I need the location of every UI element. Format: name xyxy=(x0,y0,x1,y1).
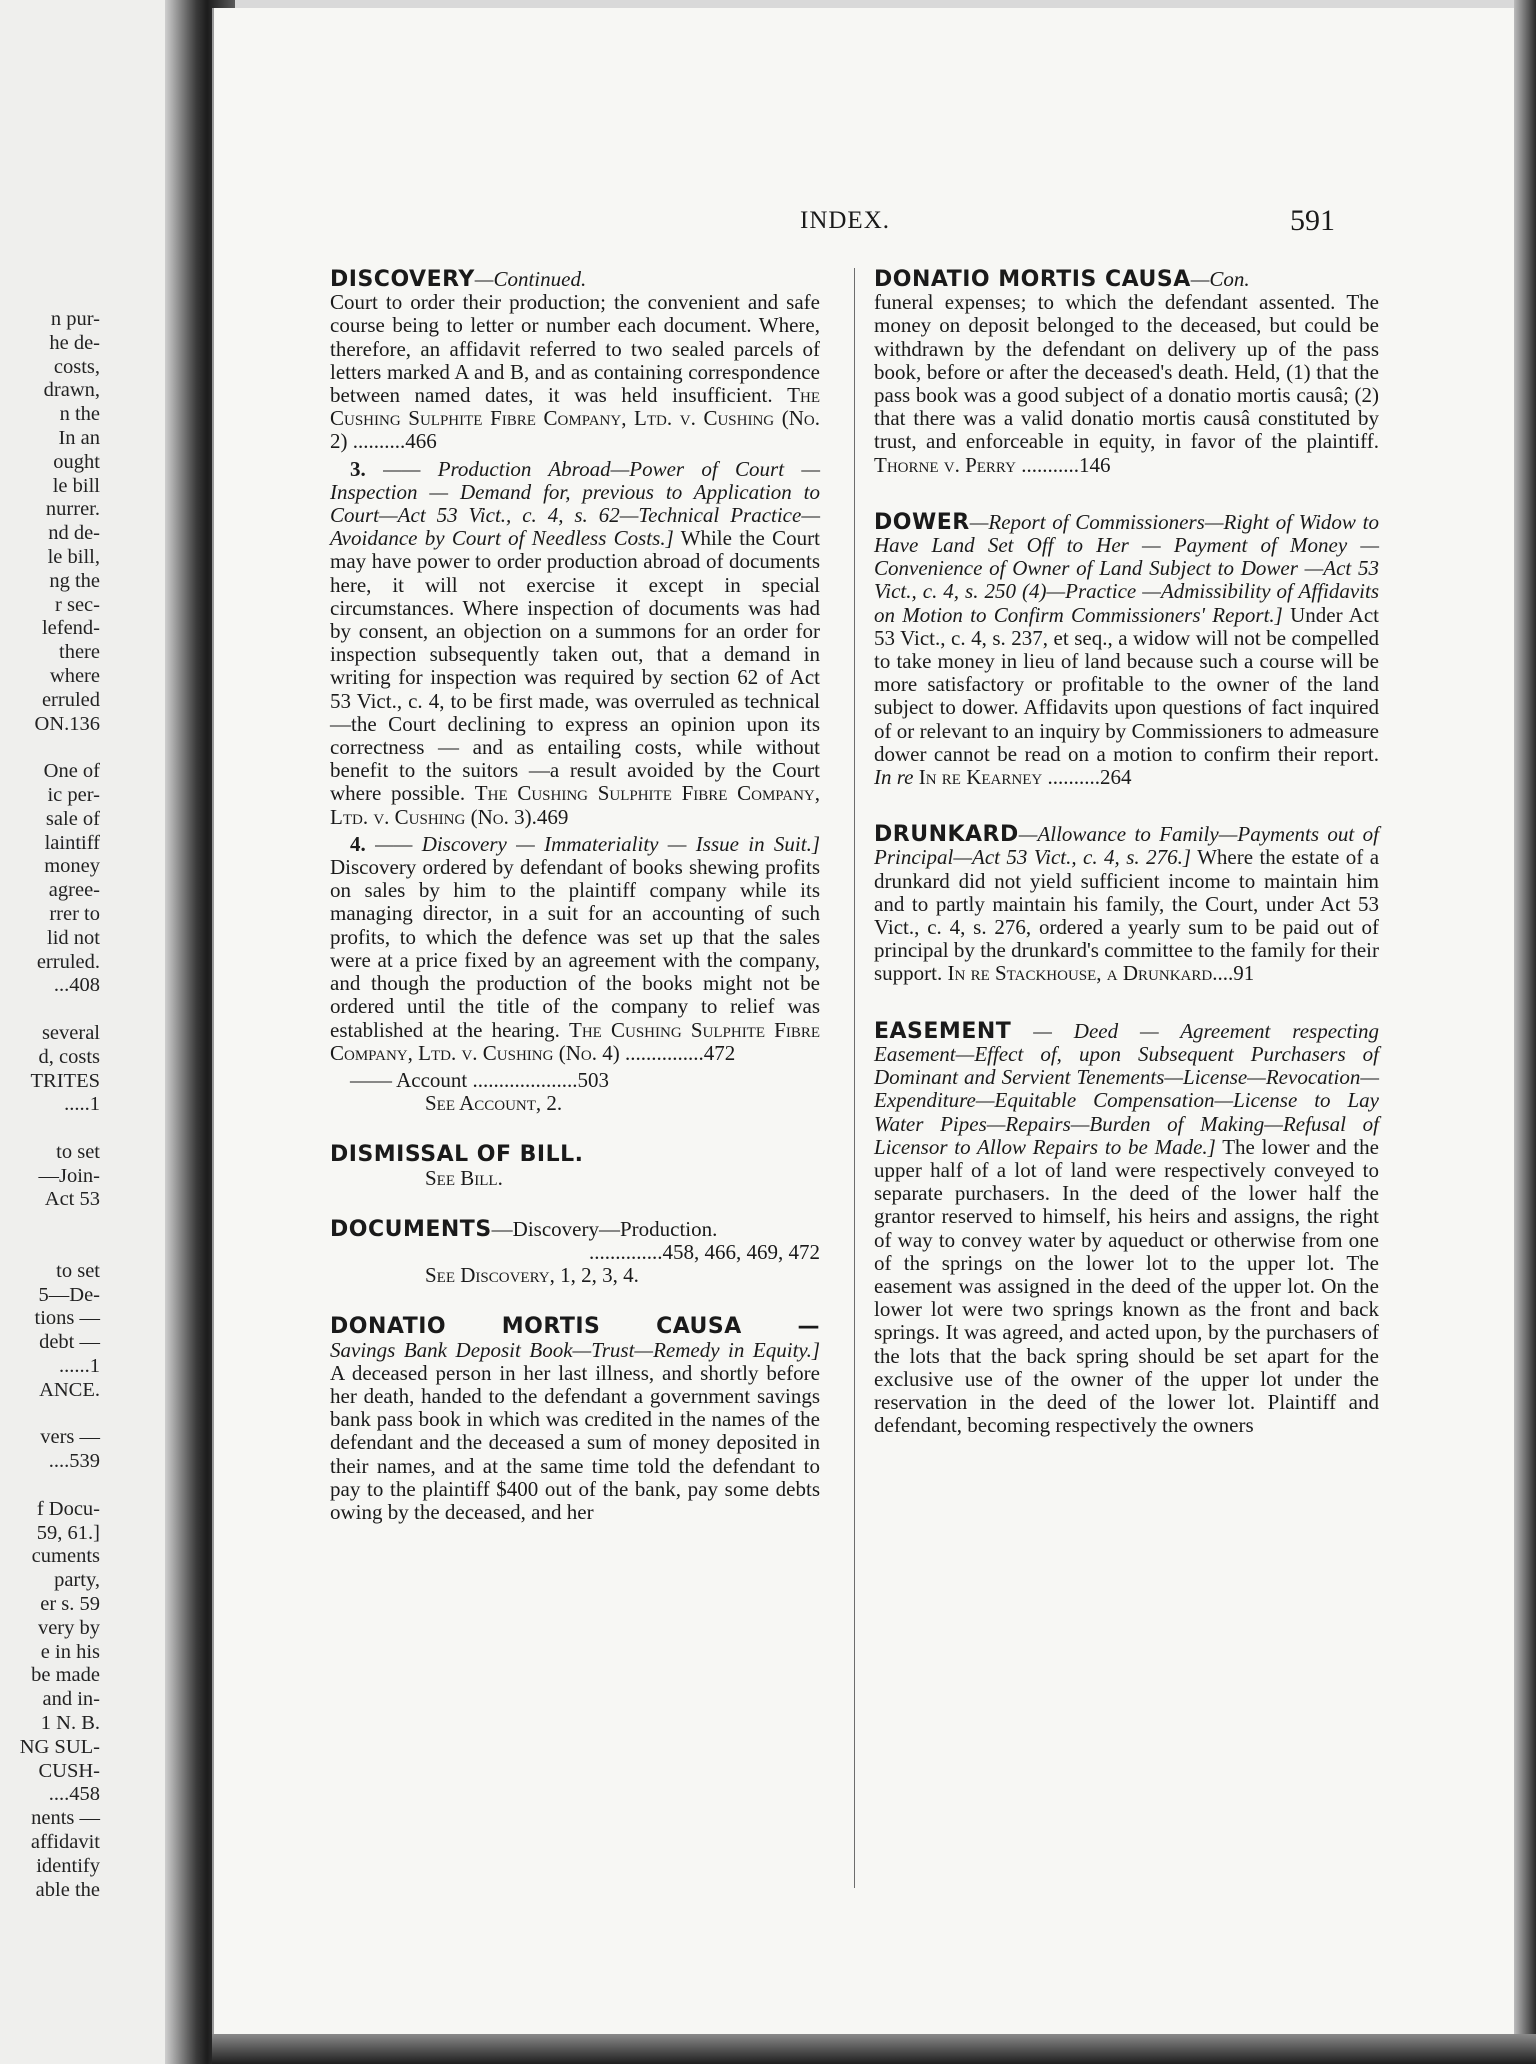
cross-reference: See Discovery, 1, 2, 3, 4. xyxy=(425,1263,639,1288)
facing-page-line: 1 N. B. xyxy=(40,1712,100,1735)
entry-heading: DISMISSAL OF BILL. xyxy=(330,1142,584,1168)
facing-page-line: CUSH- xyxy=(38,1759,100,1782)
entry-heading: EASEMENT xyxy=(874,1018,1012,1044)
facing-page-line: 5—De- xyxy=(38,1283,100,1306)
facing-page-line xyxy=(0,1474,190,1498)
page-ref: ....91 xyxy=(1212,961,1255,986)
case-name: The Cushing Sulphite Fibre Company, Ltd. v. Cushing (No. 3) xyxy=(330,781,821,829)
facing-page-line: d, costs xyxy=(38,1045,100,1068)
facing-page-line xyxy=(0,1403,190,1427)
entry-discovery-continued: DISCOVERY—Continued. Court to order their production; the convenient and safe course being to letter or number each document. Where, therefore, an affidavit referred to two sealed parcels of letters marked A and B, and as containing correspondence between named dates, it was held insufficient. The Cushing Sulphite Fibre Company, Ltd. v. Cushing (No. 2) ..........466 3. —— Production Abroad—Power of Court — Inspection — Demand for, previous to Application to Court—Act 53 Vict., c. 4, s. 62—Technical Practice—Avoidance by Court of Needless Costs.] While the Court may have power to order production abroad of documents here, it will not exercise it except in special circumstances. Where inspection of documents was had by consent, an objection on a summons for an order for inspection subsequently taken out, that a demand in writing for inspection was required by section 62 of Act 53 Vict., c. 4, to be first made, was overruled as technical—the Court declining to express an opinion upon its correctness — and as entailing costs, while without benefit to the suitors —a result avoided by the Court where possible. The Cushing Sulphite Fibre Company, Ltd. v. Cushing (No. 3).469 4. —— Discovery — Immateriality — Issue in Suit.] Discovery ordered by defendant of books shewing profits on sales by him to the plaintiff company while its managing director, in a suit for an accounting of such profits, to which the defence was set up that the sales were at a price fixed by an agreement with the company, and though the production of the books might not be ordered until the title of the company to relief was established at the hearing. The Cushing Sulphite Fibre Company, Ltd. v. Cushing (No. 4) ...............472 —— Account ....................503 See Account, 2. xyxy=(330,267,821,1116)
right-column xyxy=(874,268,1379,1465)
facing-page-line: le bill xyxy=(52,474,100,497)
page-ref: ..........264 xyxy=(1047,765,1132,790)
running-title: INDEX. xyxy=(800,207,891,234)
facing-page-line: where xyxy=(49,664,100,687)
facing-page-line: ....539 xyxy=(48,1450,100,1473)
entry-heading: DONATIO MORTIS CAUSA xyxy=(874,267,1191,292)
facing-page xyxy=(0,0,190,2064)
facing-page-line: lefend- xyxy=(41,617,100,640)
facing-page-line: NG SUL- xyxy=(19,1735,100,1758)
facing-page-line: to set xyxy=(56,1140,100,1163)
case-name: The Cushing Sulphite Fibre Company, Ltd. v. Cushing (No. 2) xyxy=(330,383,820,454)
page-ref: ..........466 xyxy=(352,429,437,454)
page-bottom-edge xyxy=(212,2034,1536,2064)
left-column xyxy=(330,268,820,1552)
entry-heading: DISCOVERY xyxy=(330,267,475,292)
facing-page-line: ic per- xyxy=(47,783,100,806)
facing-page-line: party, xyxy=(54,1569,100,1592)
facing-page-line: able the xyxy=(35,1878,100,1901)
facing-page-line: le bill, xyxy=(47,545,100,568)
facing-page-line: vers — xyxy=(40,1426,100,1449)
entry-heading: DOCUMENTS xyxy=(330,1216,492,1242)
entry-heading: DONATIO MORTIS CAUSA — xyxy=(330,1314,820,1340)
facing-page-line: drawn, xyxy=(43,379,100,402)
entry-dower: DOWER—Report of Commissioners—Right of Widow to Have Land Set Off to Her — Payment of Money — Convenience of Owner of Land Subject to Dower —Act 53 Vict., c. 4, s. 250 (4)—Practice —Admissibility of Affidavits on Motion to Confirm Commissioners' Report.] Under Act 53 Vict., c. 4, s. 237, et seq., a widow will not be compelled to take money in lieu of land because such a course will be more satisfactory or profitable to the owner of the land subject to dower. Affidavits upon questions of fact inquired of or relevant to an inquiry by Commissioners to admeasure dower cannot be read on a motion to confirm their report. In re In re Kearney ..........264 xyxy=(874,509,1379,790)
facing-page-line: affidavit xyxy=(30,1831,100,1853)
facing-page-line: TRITES xyxy=(30,1069,100,1092)
entry-easement: EASEMENT — Deed — Agreement respecting Easement—Effect of, upon Subsequent Purchasers of Dominant and Servient Tenements—License—Revocation—Expenditure—Equitable Compensation—License to Lay Water Pipes—Repairs—Burden of Making—Refusal of Licensor to Allow Repairs to be Made.] The lower and the upper half of a lot of land were respectively conveyed to separate purchasers. In the deed of the lower half the grantor reserved to himself, his heirs and assigns, the right of way to convey water by aqueduct or otherwise from one of the springs on the lower lot to the upper lot. The easement was assigned in the deed of the upper lot. On the lower lot were two springs known as the front and back springs. It was agreed, and acted upon, by the purchasers of the lots that the back spring should be set apart for the exclusive use of the owner of the upper lot under the reservation in the deed of the lower lot. Plaintiff and defendant, becoming respectively the owners xyxy=(874,1018,1380,1438)
facing-page-line: sale of xyxy=(45,807,100,830)
facing-page-line: Act 53 xyxy=(44,1188,100,1211)
facing-page-line: agree- xyxy=(48,879,100,902)
facing-page-line: f Docu- xyxy=(36,1497,100,1520)
page-ref: ...............472 xyxy=(624,1040,736,1065)
facing-page-line: One of xyxy=(43,760,100,783)
facing-page-line: n the xyxy=(59,403,100,426)
case-name: Thorne v. Perry xyxy=(874,452,1016,477)
page-number: 591 xyxy=(1290,204,1335,237)
facing-page-line xyxy=(0,736,190,760)
facing-page-line: n pur- xyxy=(50,308,100,330)
facing-page-line: ...408 xyxy=(53,974,100,997)
facing-page-line xyxy=(0,1117,190,1141)
page-ref: ..............458, 466, 469, 472 xyxy=(589,1239,820,1264)
facing-page-line: several xyxy=(41,1021,100,1044)
facing-page-line: 59, 61.] xyxy=(36,1521,100,1544)
facing-page-line: cuments xyxy=(31,1545,100,1568)
facing-page-line: .....1 xyxy=(64,1093,100,1116)
facing-page-line: debt — xyxy=(39,1331,100,1354)
case-name: The Cushing Sulphite Fibre Company, Ltd. v. Cushing (No. 4) xyxy=(330,1017,821,1065)
facing-page-line: In an xyxy=(58,426,100,449)
facing-page-line: rrer to xyxy=(49,902,100,925)
entry-heading: DOWER xyxy=(874,509,970,535)
facing-page-line: be made xyxy=(31,1664,100,1687)
account-line: —— Account ....................503 xyxy=(350,1067,609,1092)
entry-heading: DRUNKARD xyxy=(874,822,1019,848)
facing-page-line: lid not xyxy=(47,926,100,949)
facing-page-line: erruled xyxy=(41,688,100,711)
facing-page-line: he de- xyxy=(49,331,100,354)
facing-page-line: tions — xyxy=(34,1307,100,1330)
entry-drunkard: DRUNKARD—Allowance to Family—Payments out of Principal—Act 53 Vict., c. 4, s. 276.] Where the estate of a drunkard did not yield sufficient income to maintain him and to partly maintain his family, the Court, under Act 53 Vict., c. 4, s. 276, ordered a yearly sum to be paid out of principal by the drunkard's committee to the family for their support. In re Stackhouse, a Drunkard....91 xyxy=(874,822,1380,986)
facing-page-line: laintiff xyxy=(44,831,100,854)
facing-page-line: —Join- xyxy=(38,1164,100,1187)
facing-page-line: very by xyxy=(37,1616,100,1639)
facing-page-line: money xyxy=(44,855,100,878)
facing-page-line: and in- xyxy=(42,1688,100,1711)
entry-documents: DOCUMENTS—Discovery—Production. ..............458, 466, 469, 472 See Discovery, 1, 2, 3, 4. xyxy=(330,1216,820,1288)
entry-donatio-continued: DONATIO MORTIS CAUSA—Con. funeral expenses; to which the defendant assented. The money on deposit belonged to the deceased, but could be withdrawn by the defendant on delivery up of the pass book, before or after the deceased's death. Held, (1) that the pass book was a good subject of a donatio mortis causâ; (2) that there was a valid donatio mortis causâ constituted by trust, and enforceable in equity, in favor of the plaintiff. Thorne v. Perry ...........146 xyxy=(874,267,1379,477)
facing-page-line: er s. 59 xyxy=(40,1593,100,1616)
facing-page-line: ought xyxy=(53,450,100,473)
cross-reference: See Bill. xyxy=(425,1165,503,1190)
facing-page-line: nents — xyxy=(31,1807,100,1830)
facing-page-line xyxy=(0,1236,190,1260)
entry-dismissal-of-bill xyxy=(330,1143,820,1189)
column-divider xyxy=(854,268,855,1888)
facing-page-line: ng the xyxy=(49,569,100,592)
entry-donatio-mortis-causa: DONATIO MORTIS CAUSA — Savings Bank Deposit Book—Trust—Remedy in Equity.] A deceased person in her last illness, and shortly before her death, handed to the defendant a government savings bank pass book in which was credited in the names of the defendant and the deceased a sum of money deposited in their names, and at the same time told the defendant to pay to the plaintiff $400 out of the bank, pay some debts owing by the deceased, and her xyxy=(330,1314,820,1524)
facing-page-line xyxy=(0,998,190,1022)
case-name: In re Stackhouse, a Drunkard xyxy=(947,961,1213,986)
page-ref: ...........146 xyxy=(1021,452,1111,477)
facing-page-line: ON.136 xyxy=(34,712,100,735)
cross-reference: See Account, 2. xyxy=(425,1091,563,1116)
facing-page-line: to set xyxy=(56,1259,100,1282)
facing-page-line: costs, xyxy=(53,355,100,378)
page-edge xyxy=(1514,0,1536,2064)
facing-page-line: e in his xyxy=(40,1640,100,1663)
facing-page-line: there xyxy=(59,641,100,664)
facing-page-line: nd de- xyxy=(48,522,100,545)
facing-page-line: identify xyxy=(36,1854,100,1877)
case-name: In re Kearney xyxy=(918,765,1043,790)
facing-page-line: ....458 xyxy=(48,1783,100,1806)
facing-page-line: ANCE. xyxy=(39,1378,100,1401)
facing-page-text xyxy=(0,308,190,1902)
page-ref: .469 xyxy=(531,804,569,829)
facing-page-line: erruled. xyxy=(36,950,100,973)
facing-page-line: r sec- xyxy=(55,593,100,616)
facing-page-line xyxy=(0,1212,190,1236)
facing-page-line: nurrer. xyxy=(45,498,100,521)
facing-page-line: ......1 xyxy=(59,1355,100,1378)
